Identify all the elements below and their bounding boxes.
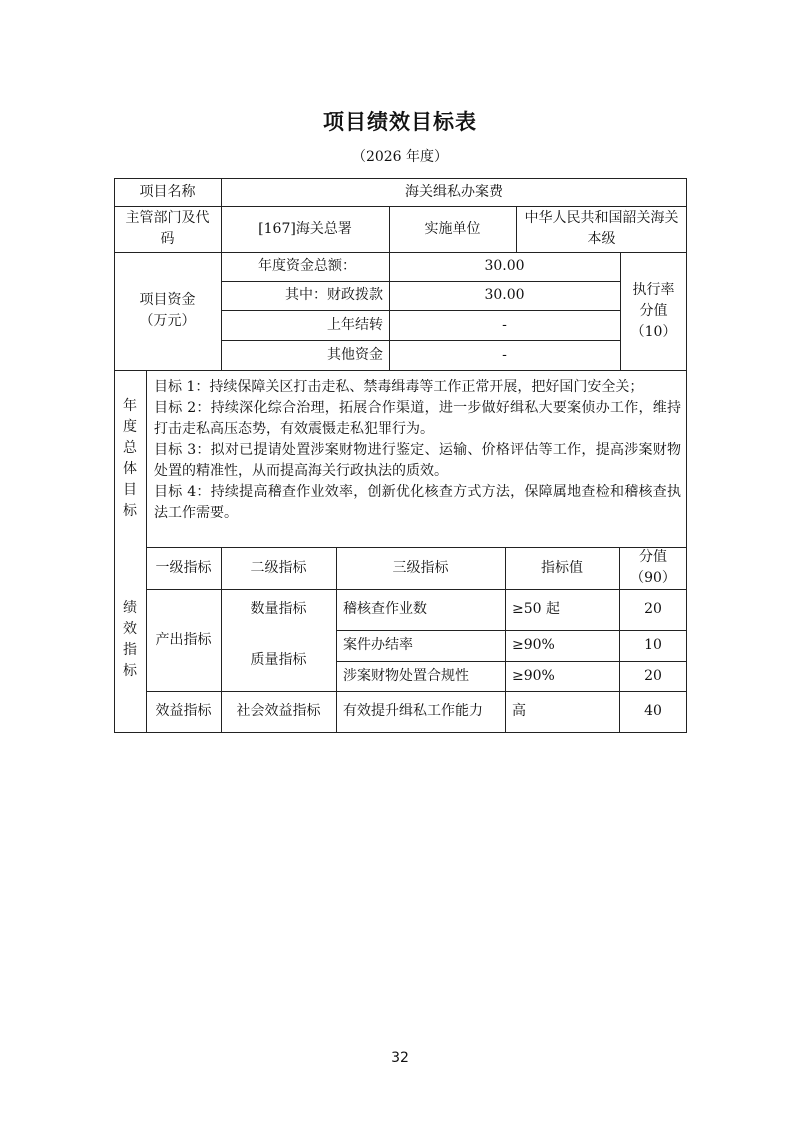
indicator-value-cell: ≥90% xyxy=(512,637,555,653)
funds-fiscal-label: 其中：财政拨款 xyxy=(285,287,383,303)
level3-cell: 有效提升缉私工作能力 xyxy=(343,703,483,719)
header-level1: 一级指标 xyxy=(155,559,212,576)
funds-carryover-label: 上年结转 xyxy=(327,316,383,333)
header-score: 分值（90） xyxy=(630,549,676,586)
header-level3: 三级指标 xyxy=(392,559,449,576)
implementing-unit-label: 实施单位 xyxy=(424,220,481,237)
level1-output: 产出指标 xyxy=(155,631,212,648)
level2-social-benefit: 社会效益指标 xyxy=(236,703,321,719)
score-cell: 20 xyxy=(644,667,662,684)
indicator-value-cell: ≥90% xyxy=(512,667,555,684)
page-subtitle: （2026 年度） xyxy=(351,149,449,165)
level3-cell: 涉案财物处置合规性 xyxy=(343,667,469,684)
page-title: 项目绩效目标表 xyxy=(323,110,477,134)
funds-other-value: - xyxy=(502,346,507,363)
level3-cell: 稽核查作业数 xyxy=(343,601,427,617)
goal-item: 目标 4：持续提高稽查作业效率，创新优化核查方式方法，保障属地查检和稽核查执法工作需要。 xyxy=(154,484,681,521)
funds-total-value: 30.00 xyxy=(484,258,525,274)
annual-goals-text xyxy=(154,377,687,524)
department-value: [167]海关总署 xyxy=(258,220,352,237)
level1-benefit: 效益指标 xyxy=(155,703,212,719)
funds-total-label: 年度资金总额： xyxy=(258,258,356,274)
project-funds-label: 项目资金（万元） xyxy=(139,292,196,329)
header-indicator-value: 指标值 xyxy=(541,559,583,576)
level3-cell: 案件办结率 xyxy=(343,637,413,653)
funds-carryover-value: - xyxy=(502,316,507,333)
score-cell: 10 xyxy=(644,637,662,653)
project-name-value: 海关缉私办案费 xyxy=(405,183,503,200)
performance-indicators-label: 绩效指标 xyxy=(123,600,137,679)
page-number: 32 xyxy=(391,1050,409,1066)
level2-quantity: 数量指标 xyxy=(250,601,307,617)
performance-target-table xyxy=(114,178,687,733)
goal-item: 目标 2：持续深化综合治理，拓展合作渠道，进一步做好缉私大要案侦办工作，维持打击走私高压态势，有效震慑走私犯罪行为。 xyxy=(154,400,681,437)
score-cell: 40 xyxy=(644,703,662,719)
implementing-unit-value: 中华人民共和国韶关海关本级 xyxy=(524,210,679,247)
header-level2: 二级指标 xyxy=(250,559,307,576)
project-name-label: 项目名称 xyxy=(139,183,196,200)
funds-other-label: 其他资金 xyxy=(327,346,383,363)
indicator-value-cell: 高 xyxy=(512,703,526,719)
level2-quality: 质量指标 xyxy=(250,652,307,668)
score-cell: 20 xyxy=(644,601,662,617)
annual-goals-label: 年度总体目标 xyxy=(123,397,137,519)
goal-item: 目标 1：持续保障关区打击走私、禁毒缉毒等工作正常开展，把好国门安全关； xyxy=(154,379,644,395)
funds-fiscal-value: 30.00 xyxy=(484,287,525,303)
execution-rate-score-label: 执行率分值（10） xyxy=(630,281,677,340)
department-label: 主管部门及代码 xyxy=(125,210,210,247)
goal-item: 目标 3：拟对已提请处置涉案财物进行鉴定、运输、价格评估等工作，提高涉案财物处置的精准性，从而提高海关行政执法的质效。 xyxy=(154,442,681,479)
indicator-value-cell: ≥50 起 xyxy=(512,601,560,617)
